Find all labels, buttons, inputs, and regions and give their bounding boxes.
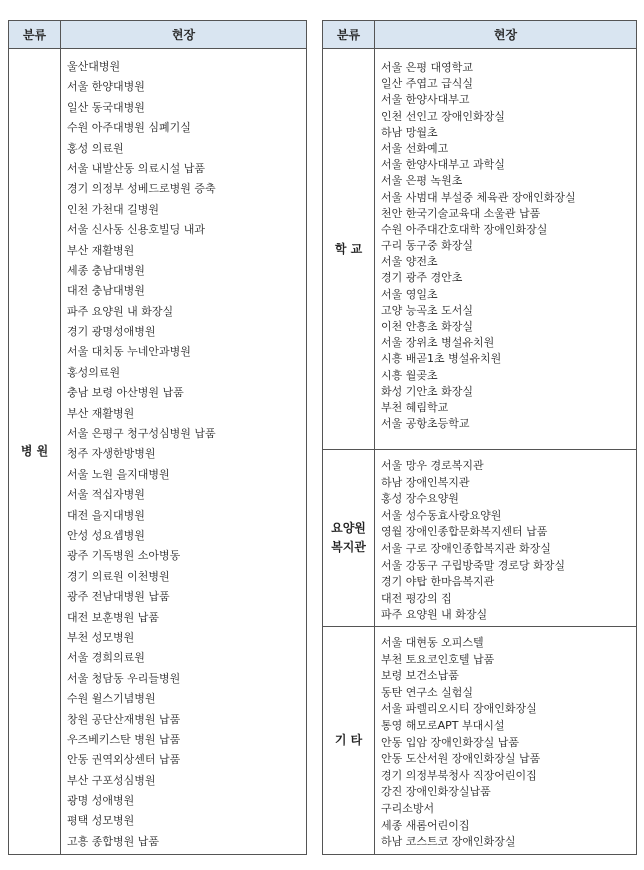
header-category: 분류 — [323, 21, 375, 49]
list-item: 대전 평강의 집 — [381, 591, 452, 605]
category-cell: 병 원 — [9, 49, 61, 855]
table-header-row — [323, 21, 637, 49]
list-item: 평택 성모병원 — [67, 814, 135, 828]
header-site: 현장 — [375, 21, 637, 49]
table-row — [9, 49, 307, 855]
list-item: 부천 혜림학교 — [381, 400, 449, 414]
list-item: 경기 광명성애병원 — [67, 325, 156, 339]
list-item: 서울 영일초 — [381, 287, 438, 301]
list-item: 고양 능곡초 도서실 — [381, 303, 474, 317]
list-item: 서울 은평 녹원초 — [381, 174, 463, 188]
list-item: 홍성의료원 — [67, 365, 121, 379]
list-item: 수원 아주대병원 심폐기실 — [67, 121, 191, 135]
list-item: 서울 파렐리오시티 장애인화장실 — [381, 702, 537, 716]
list-item: 서울 구로 장애인종합복지관 화장실 — [381, 541, 551, 555]
school-welfare-other-table — [322, 20, 637, 855]
list-item: 충남 보령 아산병원 납품 — [67, 386, 184, 400]
list-item: 우즈베키스탄 병원 납품 — [67, 732, 181, 746]
header-site: 현장 — [61, 21, 307, 49]
list-item: 동탄 연구소 실험실 — [381, 685, 474, 699]
list-item: 세종 충남대병원 — [67, 263, 145, 277]
list-item: 창원 공단산재병원 납품 — [67, 712, 181, 726]
hospital-table — [8, 20, 307, 855]
list-item: 시흥 배곧1초 병설유치원 — [381, 352, 502, 366]
list-item: 일산 동국대병원 — [67, 100, 145, 114]
list-item: 서울 한양사대부고 과학실 — [381, 158, 505, 172]
list-item: 안성 성요셉병원 — [67, 528, 145, 542]
list-item: 수원 아주대간호대학 장애인화장실 — [381, 222, 548, 236]
list-item: 서울 은평구 청구성심병원 납품 — [67, 427, 216, 441]
list-item: 서울 한양사대부고 — [381, 93, 470, 107]
list-item: 화성 기안초 화장실 — [381, 384, 474, 398]
table-row — [323, 450, 637, 627]
list-item: 강진 장애인화장실납품 — [381, 785, 491, 799]
list-item: 서울 경희의료원 — [67, 651, 145, 665]
list-item: 홍성 의료원 — [67, 141, 124, 155]
list-item: 광주 기독병원 소아병동 — [67, 549, 181, 563]
site-list-cell — [375, 627, 637, 855]
table-row — [323, 49, 637, 450]
list-item: 서울 공항초등학교 — [381, 417, 470, 431]
list-item: 안동 도산서원 장애인화장실 납품 — [381, 752, 541, 766]
list-item: 서울 대현동 오피스텔 — [381, 636, 484, 649]
list-item: 홍성 장수요양원 — [381, 492, 459, 506]
category-cell: 요양원 복지관 — [323, 450, 375, 627]
list-item: 구리 동구중 화장실 — [381, 239, 474, 253]
list-item: 대전 을지대병원 — [67, 508, 145, 522]
list-item: 부산 구포성심병원 — [67, 773, 156, 787]
list-item: 서울 적십자병원 — [67, 488, 145, 502]
site-list — [375, 49, 636, 432]
list-item: 대전 보훈병원 납품 — [67, 610, 160, 624]
list-item: 부천 성모병원 — [67, 630, 135, 644]
list-item: 광주 전남대병원 납품 — [67, 590, 170, 604]
list-item: 서울 신사동 신용호빌딩 내과 — [67, 223, 206, 237]
list-item: 보령 보건소납품 — [381, 669, 459, 683]
list-item: 하남 망월초 — [381, 125, 438, 139]
list-item: 파주 요양원 내 화장실 — [67, 304, 174, 318]
list-item: 광명 성애병원 — [67, 794, 135, 808]
list-item: 서울 대치동 누네안과병원 — [67, 345, 191, 359]
list-item: 통영 해모로APT 부대시설 — [381, 718, 505, 732]
list-item: 고흥 종합병원 납품 — [67, 834, 160, 848]
list-item: 경기 야탑 한마음복지관 — [381, 575, 495, 589]
list-item: 부천 토요코인호텔 납품 — [381, 652, 495, 666]
list-item: 서울 노원 을지대병원 — [67, 467, 170, 481]
list-item: 안동 입암 장애인화장실 납품 — [381, 735, 520, 749]
site-list — [61, 49, 306, 852]
site-list-cell — [375, 450, 637, 627]
list-item: 이천 안흥초 화장실 — [381, 320, 474, 333]
site-list — [375, 627, 636, 851]
list-item: 서울 강동구 구립방죽말 경로당 화장실 — [381, 558, 566, 572]
list-item: 구리소방서 — [381, 801, 435, 815]
list-item: 부산 재활병원 — [67, 243, 135, 257]
list-item: 청주 자생한방병원 — [67, 447, 156, 461]
list-item: 서울 청담동 우리들병원 — [67, 671, 181, 685]
site-list-cell — [61, 49, 307, 855]
list-item: 시흥 월곶초 — [381, 368, 438, 382]
list-item: 부산 재활병원 — [67, 406, 135, 420]
list-item: 천안 한국기술교육대 소울관 납품 — [381, 206, 541, 220]
list-item: 경기 의정부북청사 직장어린이집 — [381, 768, 537, 782]
list-item: 서울 사범대 부설중 체육관 장애인화장실 — [381, 190, 576, 204]
list-item: 안동 권역외상센터 납품 — [67, 753, 181, 767]
table-header-row — [9, 21, 307, 49]
table-row — [323, 627, 637, 855]
list-item: 세종 새롬어린이집 — [381, 818, 470, 832]
list-item: 서울 내발산동 의료시설 납품 — [67, 161, 206, 175]
list-item: 서울 한양대병원 — [67, 80, 145, 94]
list-item: 하남 코스트코 장애인화장실 — [381, 835, 516, 849]
list-item: 인천 선인고 장애인화장실 — [381, 109, 505, 123]
list-item: 영월 장애인종합문화복지센터 납품 — [381, 525, 548, 539]
site-list — [375, 450, 636, 624]
list-item: 서울 은평 대영학교 — [381, 61, 474, 74]
list-item: 인천 가천대 길병원 — [67, 202, 160, 216]
list-item: 경기 광주 경안초 — [381, 271, 463, 285]
list-item: 서울 성수동효사랑요양원 — [381, 508, 502, 522]
list-item: 서울 양전초 — [381, 255, 438, 269]
list-item: 대전 충남대병원 — [67, 284, 145, 298]
list-item: 경기 의료원 이천병원 — [67, 569, 170, 583]
list-item: 서울 망우 경로복지관 — [381, 459, 484, 472]
site-list-cell — [375, 49, 637, 450]
category-cell: 학 교 — [323, 49, 375, 450]
category-cell: 기 타 — [323, 627, 375, 855]
list-item: 서울 선화예고 — [381, 141, 449, 155]
list-item: 일산 주엽고 급식실 — [381, 77, 474, 91]
list-item: 울산대병원 — [67, 60, 121, 73]
list-item: 파주 요양원 내 화장실 — [381, 608, 488, 622]
list-item: 서울 장위초 병설유치원 — [381, 336, 495, 350]
header-category: 분류 — [9, 21, 61, 49]
list-item: 수원 윌스기념병원 — [67, 692, 156, 706]
list-item: 경기 의정부 성베드로병원 증축 — [67, 182, 216, 196]
list-item: 하남 장애인복지관 — [381, 475, 470, 489]
